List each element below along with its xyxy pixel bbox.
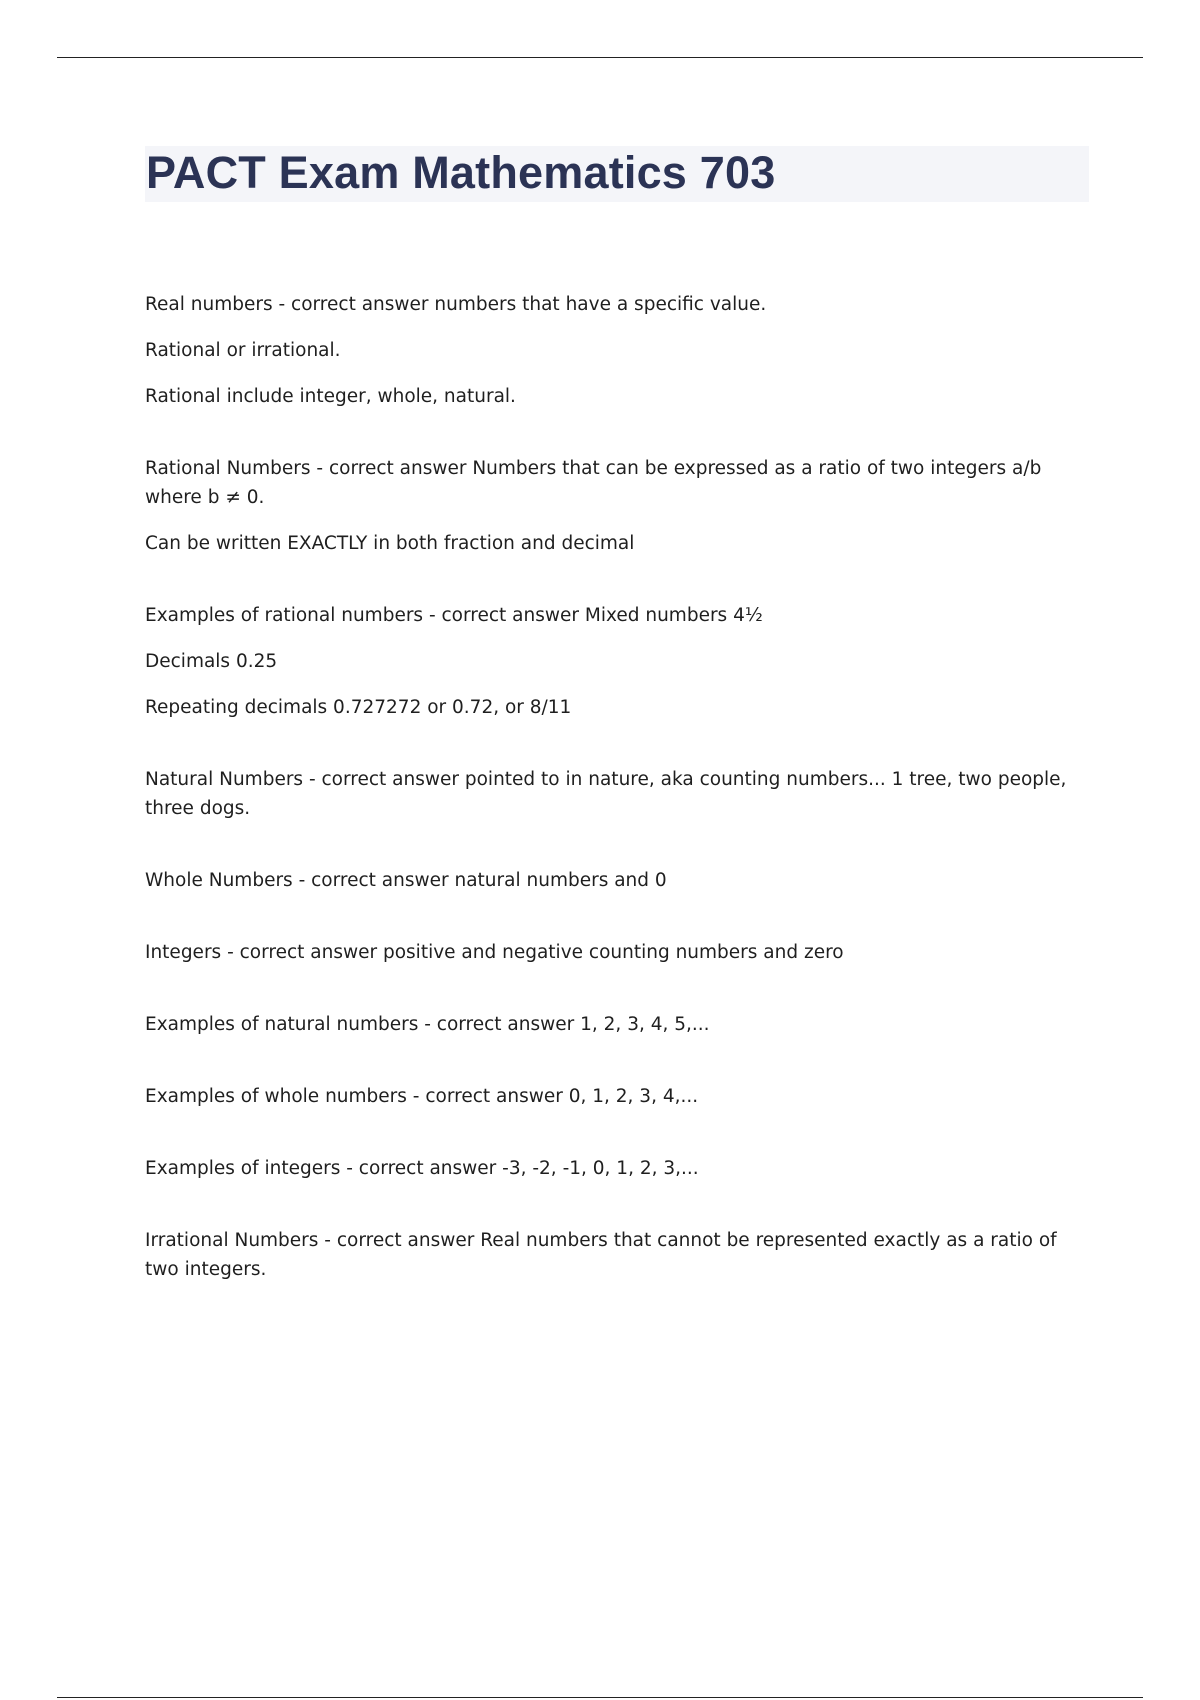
entry-line: Decimals 0.25 (145, 651, 278, 672)
footer-rule (57, 1697, 1143, 1698)
entry-integer-examples (145, 1154, 1090, 1183)
entry-line: Examples of whole numbers - correct answer 0, 1, 2, 3, 4,... (145, 1086, 699, 1107)
entry-rational-numbers (145, 454, 1090, 558)
entry-line: Can be written EXACTLY in both fraction and decimal (145, 533, 635, 554)
entry-line: Natural Numbers - correct answer pointed to in nature, aka counting numbers... 1 tree, two people, three dogs. (145, 769, 1067, 819)
entry-line: Real numbers - correct answer numbers that have a specific value. (145, 294, 767, 315)
entry-line: Repeating decimals 0.727272 or 0.72, or 8/11 (145, 697, 572, 718)
entry-line: Irrational Numbers - correct answer Real numbers that cannot be represented exactly as a ratio of two integers. (145, 1230, 1057, 1280)
entry-natural-numbers (145, 765, 1090, 823)
entry-line: Integers - correct answer positive and negative counting numbers and zero (145, 942, 844, 963)
entry-line: Rational include integer, whole, natural. (145, 386, 516, 407)
entry-natural-examples (145, 1010, 1090, 1039)
entry-integers (145, 938, 1090, 967)
document-body (145, 290, 1090, 1284)
entry-whole-numbers (145, 866, 1090, 895)
header-rule (57, 57, 1143, 58)
entry-rational-examples (145, 601, 1090, 722)
page-title: PACT Exam Mathematics 703 (146, 147, 776, 198)
entry-whole-examples (145, 1082, 1090, 1111)
entry-line: Rational Numbers - correct answer Numbers that can be expressed as a ratio of two integers a/b where b ≠ 0. (145, 458, 1042, 508)
entry-line: Examples of integers - correct answer -3, -2, -1, 0, 1, 2, 3,... (145, 1158, 699, 1179)
entry-line: Examples of rational numbers - correct answer Mixed numbers 4½ (145, 605, 763, 626)
entry-line: Whole Numbers - correct answer natural numbers and 0 (145, 870, 667, 891)
entry-irrational-numbers (145, 1226, 1090, 1284)
entry-line: Examples of natural numbers - correct answer 1, 2, 3, 4, 5,... (145, 1014, 710, 1035)
entry-real-numbers (145, 290, 1090, 411)
entry-line: Rational or irrational. (145, 340, 341, 361)
